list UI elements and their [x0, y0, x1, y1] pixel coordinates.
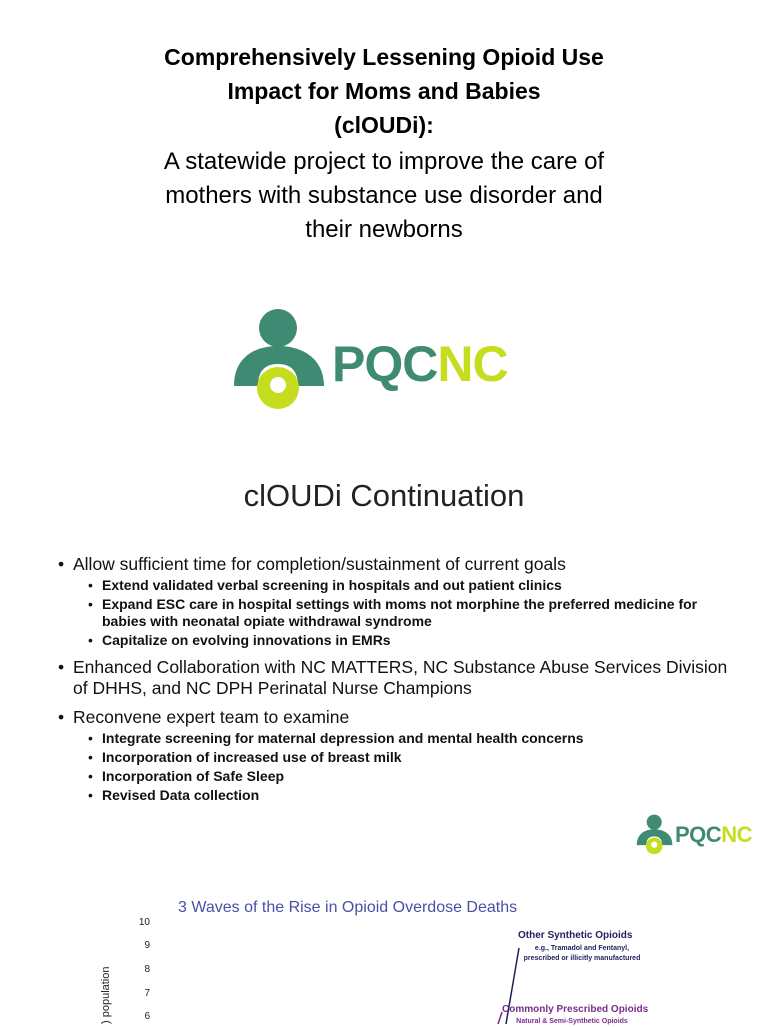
title-line-1: Comprehensively Lessening Opioid Use [164, 44, 604, 70]
series-line-synthetic [506, 948, 519, 1024]
y-tick-label: 7 [144, 988, 150, 999]
prescribed-opioids-label: Commonly Prescribed Opioids [502, 1004, 649, 1015]
sub-bullet-item: • Capitalize on evolving innovations in EMRs [58, 632, 738, 649]
continuation-slide [0, 450, 768, 850]
synthetic-opioids-sub-1: e.g., Tramadol and Fentanyl, [534, 945, 630, 952]
subtitle [0, 145, 768, 247]
series-line-prescribed [498, 1012, 502, 1024]
y-tick-label: 10 [138, 917, 150, 928]
bullet-item: • Enhanced Collaboration with NC MATTERS, NC Substance Abuse Services Division of DHHS, and NC DPH Perinatal Nurse Champions [58, 657, 738, 699]
pqcnc-logo-small [636, 812, 752, 861]
title-slide [0, 0, 768, 440]
synthetic-opioids-label: Other Synthetic Opioids [518, 930, 633, 941]
chart-lines [0, 890, 768, 1024]
subtitle-line-2: mothers with substance use disorder and [165, 182, 603, 209]
sub-bullet-item: • Incorporation of Safe Sleep [58, 768, 738, 785]
y-tick-label: 9 [144, 940, 150, 951]
pqcnc-logo [232, 306, 508, 415]
mother-baby-logo-icon [636, 812, 674, 856]
sub-bullet-item: • Incorporation of increased use of breast milk [58, 749, 738, 766]
bullet-item: • Reconvene expert team to examine [58, 707, 738, 728]
opioid-chart-slide [0, 890, 768, 1024]
title-line-2: Impact for Moms and Babies [227, 78, 541, 104]
bullet-item: • Allow sufficient time for completion/sustainment of current goals [58, 554, 738, 575]
synthetic-opioids-sub-2: prescribed or illicitly manufactured [523, 955, 641, 962]
subtitle-line-1: A statewide project to improve the care of [163, 148, 605, 175]
title-line-3: (clOUDi): [334, 112, 434, 138]
chart-title: 3 Waves of the Rise in Opioid Overdose Deaths [178, 899, 518, 916]
sub-bullet-item: • Integrate screening for maternal depression and mental health concerns [58, 730, 738, 747]
subtitle-line-3: their newborns [305, 216, 463, 243]
mother-baby-logo-icon [232, 306, 328, 410]
sub-bullet-item: • Revised Data collection [58, 787, 738, 804]
y-tick-label: 6 [144, 1011, 150, 1022]
prescribed-opioids-sub: Natural & Semi-Synthetic Opioids [516, 1018, 628, 1025]
logo-wordmark: PQCNC [332, 336, 508, 392]
bullet-list [58, 548, 738, 804]
slide-title: clOUDi Continuation [243, 478, 525, 513]
logo-wordmark: PQCNC [675, 822, 752, 847]
sub-bullet-item: • Expand ESC care in hospital settings with moms not morphine the preferred medicine for babies with neonatal opiate withdrawal syndrome [58, 596, 738, 630]
y-tick-label: 8 [144, 964, 150, 975]
sub-bullet-item: • Extend validated verbal screening in hospitals and out patient clinics [58, 577, 738, 594]
y-axis-label: ) population [100, 966, 112, 1024]
